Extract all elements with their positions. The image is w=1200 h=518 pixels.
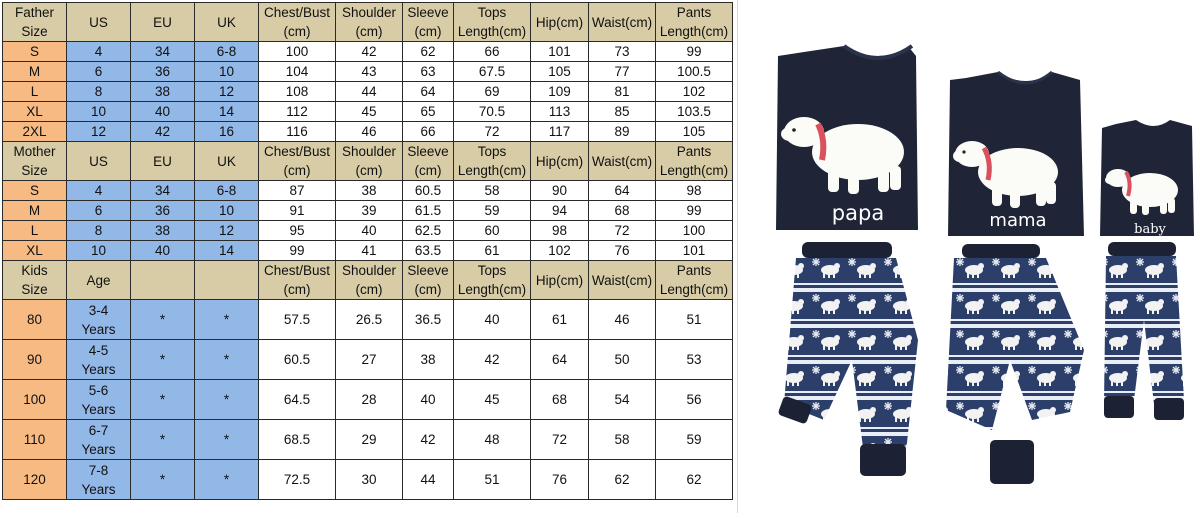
baby-pants	[1104, 242, 1184, 420]
value-cell: 87	[259, 181, 336, 201]
value-cell: *	[195, 420, 259, 460]
value-cell: *	[131, 460, 195, 500]
value-cell: 12	[195, 82, 259, 102]
value-cell: 57.5	[259, 300, 336, 340]
papa-shirt	[776, 46, 918, 230]
value-cell: 8	[67, 82, 131, 102]
table-row	[3, 122, 733, 142]
size-cell: 100	[3, 380, 67, 420]
size-cell: 120	[3, 460, 67, 500]
region-header: US	[67, 142, 131, 181]
age-cell: 7-8 Years	[67, 460, 131, 500]
value-cell: 117	[531, 122, 589, 142]
value-cell: 63.5	[403, 241, 454, 261]
value-cell: 63	[403, 62, 454, 82]
value-cell: 38	[403, 340, 454, 380]
blank-header	[195, 261, 259, 300]
value-cell: 100	[656, 221, 733, 241]
measure-header: Sleeve (cm)	[403, 142, 454, 181]
table-row	[3, 460, 733, 500]
age-cell: 4-5 Years	[67, 340, 131, 380]
measure-header: Hip(cm)	[531, 261, 589, 300]
value-cell: 69	[454, 82, 531, 102]
table-row	[3, 62, 733, 82]
value-cell: 28	[336, 380, 403, 420]
value-cell: 45	[454, 380, 531, 420]
baby-label: baby	[1134, 222, 1166, 237]
value-cell: 94	[531, 201, 589, 221]
value-cell: 72	[454, 122, 531, 142]
measure-header: Waist(cm)	[589, 142, 656, 181]
value-cell: 42	[454, 340, 531, 380]
value-cell: 68	[531, 380, 589, 420]
mother-header-row	[3, 142, 733, 181]
value-cell: 103.5	[656, 102, 733, 122]
value-cell: 42	[336, 42, 403, 62]
measure-header: Chest/Bust (cm)	[259, 142, 336, 181]
value-cell: 4	[67, 42, 131, 62]
table-row	[3, 221, 733, 241]
value-cell: *	[195, 380, 259, 420]
value-cell: 50	[589, 340, 656, 380]
value-cell: 81	[589, 82, 656, 102]
value-cell: 100	[259, 42, 336, 62]
divider	[737, 0, 738, 513]
value-cell: 67.5	[454, 62, 531, 82]
measure-header: Hip(cm)	[531, 142, 589, 181]
value-cell: 59	[454, 201, 531, 221]
table-row	[3, 201, 733, 221]
value-cell: 99	[656, 42, 733, 62]
value-cell: 4	[67, 181, 131, 201]
region-header: UK	[195, 142, 259, 181]
measure-header: Tops Length(cm)	[454, 142, 531, 181]
value-cell: 65	[403, 102, 454, 122]
value-cell: *	[195, 460, 259, 500]
measure-header: Tops Length(cm)	[454, 3, 531, 42]
value-cell: 42	[131, 122, 195, 142]
table-row	[3, 181, 733, 201]
father-size-header: Father Size	[3, 3, 67, 42]
value-cell: 34	[131, 42, 195, 62]
value-cell: 102	[656, 82, 733, 102]
value-cell: 89	[589, 122, 656, 142]
value-cell: 104	[259, 62, 336, 82]
mama-shirt	[948, 72, 1084, 236]
measure-header: Shoulder (cm)	[336, 3, 403, 42]
value-cell: 36	[131, 201, 195, 221]
value-cell: 53	[656, 340, 733, 380]
table-row	[3, 380, 733, 420]
region-header: US	[67, 3, 131, 42]
value-cell: 40	[131, 241, 195, 261]
value-cell: 46	[336, 122, 403, 142]
table-row	[3, 42, 733, 62]
value-cell: 68.5	[259, 420, 336, 460]
value-cell: 40	[454, 300, 531, 340]
size-cell: XL	[3, 102, 67, 122]
size-cell: XL	[3, 241, 67, 261]
value-cell: 91	[259, 201, 336, 221]
size-cell: 110	[3, 420, 67, 460]
size-cell: L	[3, 221, 67, 241]
measure-header: Pants Length(cm)	[656, 3, 733, 42]
value-cell: 45	[336, 102, 403, 122]
region-header: EU	[131, 3, 195, 42]
value-cell: 85	[589, 102, 656, 122]
value-cell: 76	[531, 460, 589, 500]
size-cell: 90	[3, 340, 67, 380]
value-cell: 98	[656, 181, 733, 201]
value-cell: *	[131, 420, 195, 460]
value-cell: 10	[67, 102, 131, 122]
kids-header-row	[3, 261, 733, 300]
value-cell: 40	[131, 102, 195, 122]
value-cell: 44	[336, 82, 403, 102]
age-header: Age	[67, 261, 131, 300]
value-cell: 66	[403, 122, 454, 142]
value-cell: 102	[531, 241, 589, 261]
value-cell: 59	[656, 420, 733, 460]
value-cell: 43	[336, 62, 403, 82]
value-cell: 98	[531, 221, 589, 241]
baby-shirt	[1100, 120, 1194, 237]
value-cell: 99	[259, 241, 336, 261]
value-cell: 61	[531, 300, 589, 340]
value-cell: 105	[531, 62, 589, 82]
value-cell: 41	[336, 241, 403, 261]
value-cell: 29	[336, 420, 403, 460]
blank-header	[131, 261, 195, 300]
value-cell: 42	[403, 420, 454, 460]
value-cell: 101	[656, 241, 733, 261]
value-cell: 12	[195, 221, 259, 241]
value-cell: 113	[531, 102, 589, 122]
value-cell: 105	[656, 122, 733, 142]
value-cell: 60.5	[403, 181, 454, 201]
age-cell: 3-4 Years	[67, 300, 131, 340]
value-cell: 8	[67, 221, 131, 241]
value-cell: *	[131, 340, 195, 380]
value-cell: 34	[131, 181, 195, 201]
value-cell: 64	[589, 181, 656, 201]
value-cell: 68	[589, 201, 656, 221]
measure-header: Chest/Bust (cm)	[259, 261, 336, 300]
value-cell: 108	[259, 82, 336, 102]
product-photo	[740, 0, 1200, 513]
value-cell: 99	[656, 201, 733, 221]
measure-header: Shoulder (cm)	[336, 142, 403, 181]
value-cell: 70.5	[454, 102, 531, 122]
value-cell: 101	[531, 42, 589, 62]
measure-header: Sleeve (cm)	[403, 3, 454, 42]
size-cell: 80	[3, 300, 67, 340]
mama-label: mama	[989, 210, 1047, 231]
size-cell: M	[3, 62, 67, 82]
table-row	[3, 102, 733, 122]
measure-header: Waist(cm)	[589, 261, 656, 300]
value-cell: 95	[259, 221, 336, 241]
size-cell: S	[3, 42, 67, 62]
value-cell: *	[131, 300, 195, 340]
value-cell: 27	[336, 340, 403, 380]
value-cell: 40	[403, 380, 454, 420]
papa-label: papa	[831, 201, 885, 225]
measure-header: Shoulder (cm)	[336, 261, 403, 300]
value-cell: 64	[531, 340, 589, 380]
value-cell: 14	[195, 102, 259, 122]
table-row	[3, 340, 733, 380]
value-cell: 62	[589, 460, 656, 500]
value-cell: 73	[589, 42, 656, 62]
value-cell: 61.5	[403, 201, 454, 221]
value-cell: 51	[454, 460, 531, 500]
mama-pants	[946, 244, 1084, 484]
value-cell: 72.5	[259, 460, 336, 500]
value-cell: 48	[454, 420, 531, 460]
value-cell: 38	[131, 82, 195, 102]
value-cell: 64.5	[259, 380, 336, 420]
value-cell: 36.5	[403, 300, 454, 340]
size-cell: M	[3, 201, 67, 221]
value-cell: 10	[67, 241, 131, 261]
value-cell: 76	[589, 241, 656, 261]
value-cell: 16	[195, 122, 259, 142]
size-cell: S	[3, 181, 67, 201]
value-cell: 77	[589, 62, 656, 82]
value-cell: 12	[67, 122, 131, 142]
measure-header: Sleeve (cm)	[403, 261, 454, 300]
region-header: UK	[195, 3, 259, 42]
value-cell: 14	[195, 241, 259, 261]
value-cell: 60.5	[259, 340, 336, 380]
value-cell: 66	[454, 42, 531, 62]
value-cell: *	[131, 380, 195, 420]
value-cell: 6-8	[195, 42, 259, 62]
value-cell: 6-8	[195, 181, 259, 201]
value-cell: *	[195, 300, 259, 340]
value-cell: 62	[403, 42, 454, 62]
value-cell: 60	[454, 221, 531, 241]
value-cell: 109	[531, 82, 589, 102]
size-cell: 2XL	[3, 122, 67, 142]
value-cell: 6	[67, 62, 131, 82]
size-chart-table	[2, 2, 733, 500]
value-cell: 40	[336, 221, 403, 241]
value-cell: 56	[656, 380, 733, 420]
kids-size-header: Kids Size	[3, 261, 67, 300]
father-header-row	[3, 3, 733, 42]
measure-header: Hip(cm)	[531, 3, 589, 42]
value-cell: 64	[403, 82, 454, 102]
value-cell: 112	[259, 102, 336, 122]
region-header: EU	[131, 142, 195, 181]
value-cell: 46	[589, 300, 656, 340]
value-cell: 61	[454, 241, 531, 261]
value-cell: 10	[195, 62, 259, 82]
age-cell: 5-6 Years	[67, 380, 131, 420]
table-row	[3, 82, 733, 102]
value-cell: 116	[259, 122, 336, 142]
value-cell: 90	[531, 181, 589, 201]
value-cell: 38	[336, 181, 403, 201]
value-cell: 26.5	[336, 300, 403, 340]
value-cell: 72	[589, 221, 656, 241]
value-cell: 39	[336, 201, 403, 221]
value-cell: 62.5	[403, 221, 454, 241]
value-cell: 38	[131, 221, 195, 241]
mother-size-header: Mother Size	[3, 142, 67, 181]
papa-pants	[777, 242, 918, 476]
value-cell: 58	[589, 420, 656, 460]
value-cell: 10	[195, 201, 259, 221]
table-row	[3, 300, 733, 340]
value-cell: 44	[403, 460, 454, 500]
value-cell: 62	[656, 460, 733, 500]
value-cell: 6	[67, 201, 131, 221]
age-cell: 6-7 Years	[67, 420, 131, 460]
family-pajamas-illustration	[740, 0, 1200, 513]
table-row	[3, 241, 733, 261]
measure-header: Waist(cm)	[589, 3, 656, 42]
value-cell: *	[195, 340, 259, 380]
value-cell: 36	[131, 62, 195, 82]
value-cell: 54	[589, 380, 656, 420]
value-cell: 100.5	[656, 62, 733, 82]
value-cell: 58	[454, 181, 531, 201]
measure-header: Pants Length(cm)	[656, 261, 733, 300]
measure-header: Pants Length(cm)	[656, 142, 733, 181]
value-cell: 72	[531, 420, 589, 460]
value-cell: 51	[656, 300, 733, 340]
measure-header: Chest/Bust (cm)	[259, 3, 336, 42]
size-cell: L	[3, 82, 67, 102]
table-row	[3, 420, 733, 460]
value-cell: 30	[336, 460, 403, 500]
measure-header: Tops Length(cm)	[454, 261, 531, 300]
